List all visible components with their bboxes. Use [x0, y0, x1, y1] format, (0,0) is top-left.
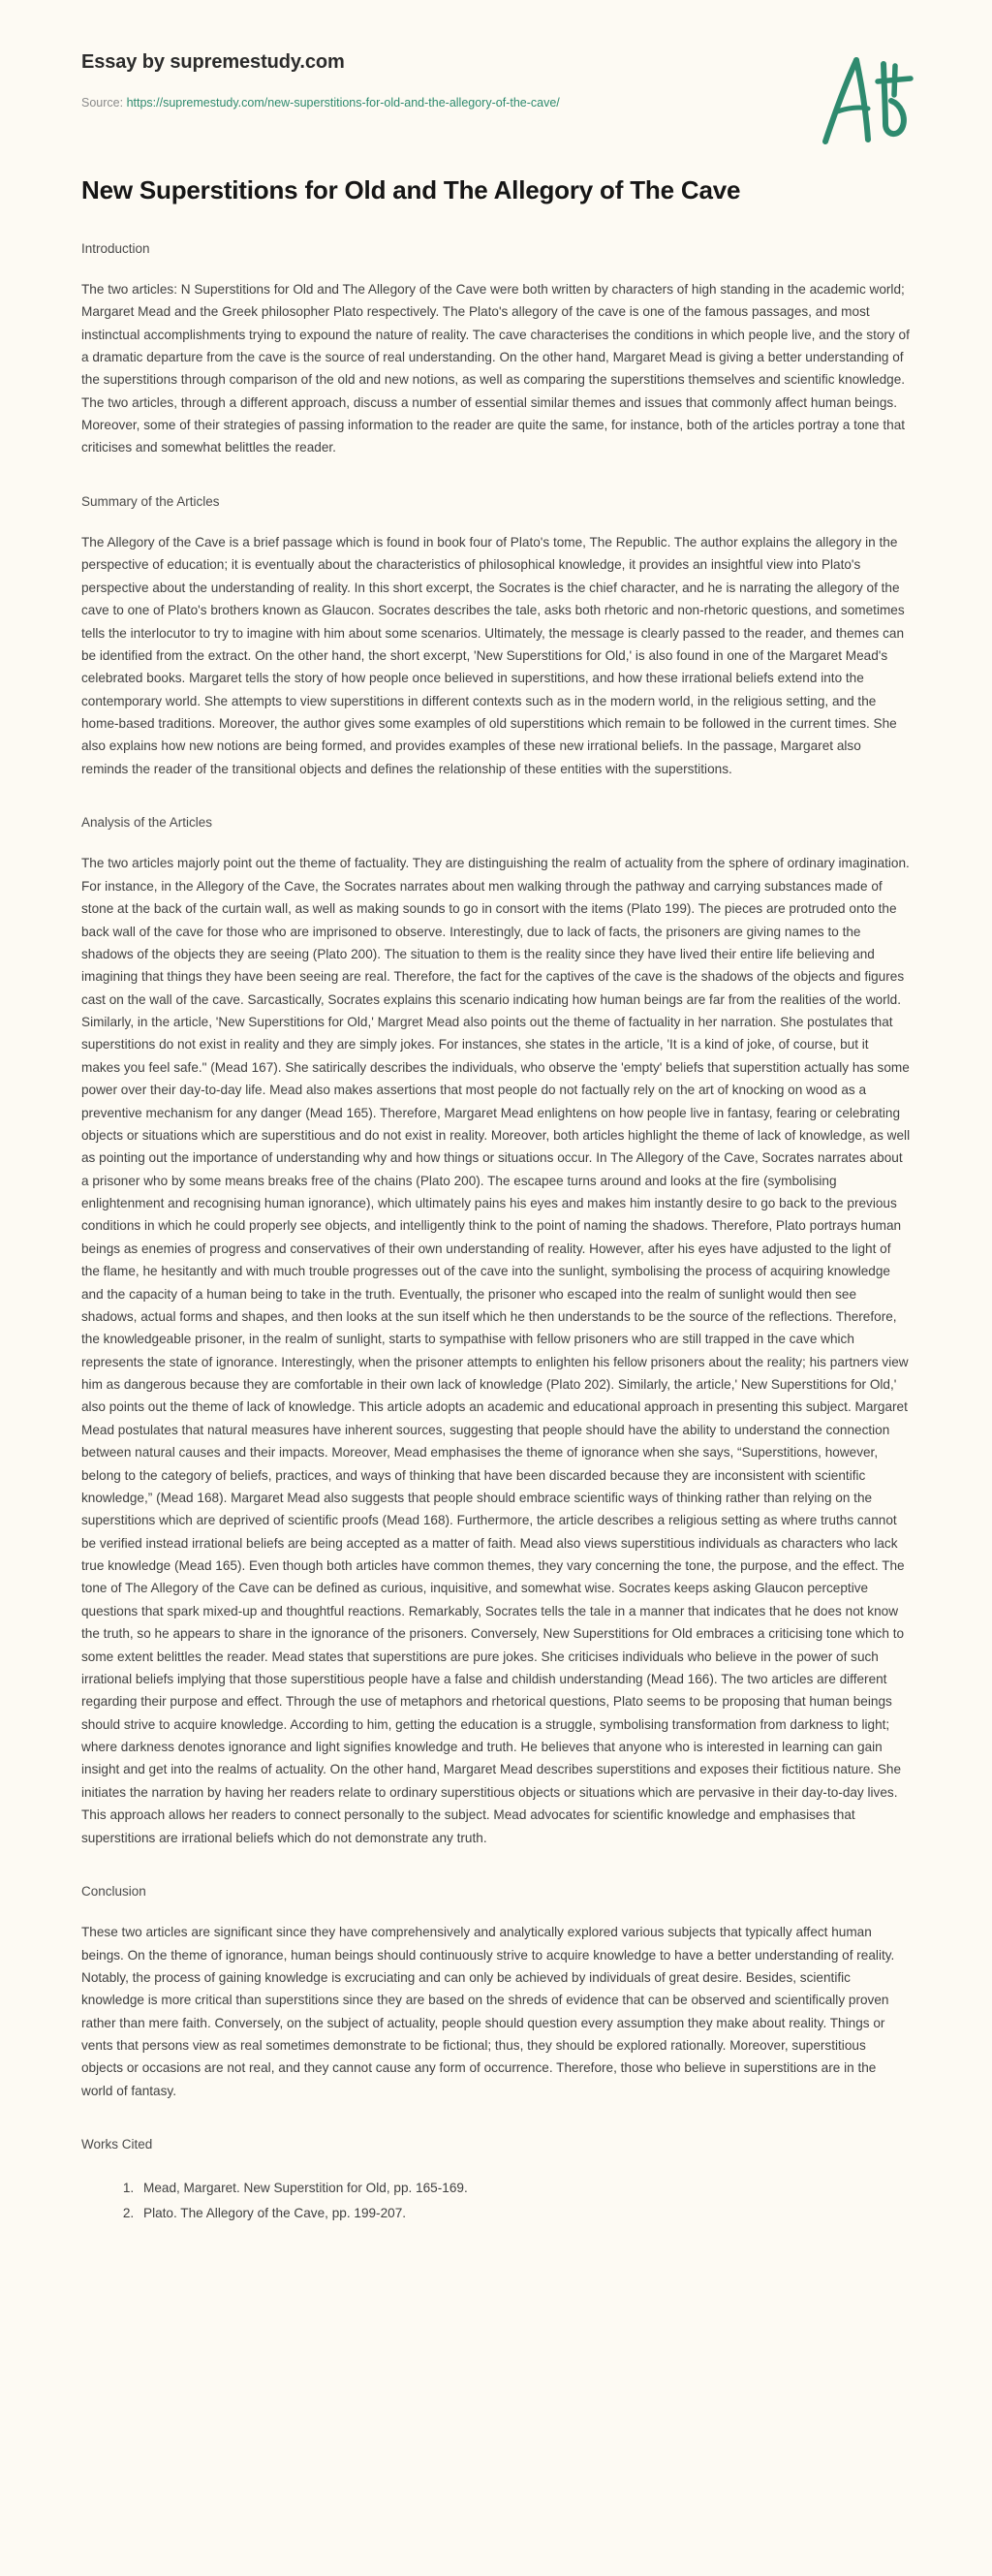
brand-title: Essay by supremestudy.com: [81, 51, 345, 73]
heading-summary: Summary of the Articles: [81, 493, 220, 509]
heading-works-cited: Works Cited: [81, 2137, 153, 2152]
works-cited-list: [81, 2176, 911, 2226]
paragraph-analysis: The two articles majorly point out the theme of factuality. They are distinguishing the realm of actuality from the sphere of ordinary imagination. For instance, in the Allegory of the Cave, the Socrates narrates about men walking through the pathway and carrying substances made of stone at the back of the curtain wall, as well as making sounds to go in consort with the items (Plato 199). The pieces are protruded onto the back wall of the cave for those who are imprisoned to observe. Interestingly, due to lack of facts, the prisoners are giving names to the shadows of the objects they are seeing (Plato 200). The situation to them is the reality since they have lived their entire life believing and imagining that things they have been seeing are real. Therefore, the fact for the captives of the cave is the shadows of the objects and figures cast on the wall of the cave. Sarcastically, Socrates explains this scenario indicating how human beings are far from the realities of the world. Similarly, in the article, 'New Superstitions for Old,' Margret Mead also points out the theme of factuality in her narration. She postulates that superstitions do not exist in reality and they are simply jokes. For instances, she states in the article, 'It is a kind of joke, of course, but it makes you feel safe." (Mead 167). She satirically describes the individuals, who observe the 'empty' beliefs that superstition actually has some power over their day-to-day life. Mead also makes assertions that most people do not factually rely on the art of knocking on wood as a preventive mechanism for any danger (Mead 165). Therefore, Margaret Mead enlightens on how people live in fantasy, fearing or celebrating objects or situations which are superstitious and do not exist in reality. Moreover, both articles highlight the theme of lack of knowledge, as well as pointing out the importance of understanding why and how things or situations occur. In The Allegory of the Cave, Socrates narrates about a prisoner who by some means breaks free of the chains (Plato 200). The escapee turns around and looks at the fire (symbolising enlightenment and recognising human ignorance), which ultimately pains his eyes and makes him instantly desire to go back to the previous conditions in which he could properly see objects, and intelligently think to the point of naming the shadows. Therefore, Plato portrays human beings as enemies of progress and conservatives of their own understanding of reality. However, after his eyes have adjusted to the light of the flame, he hesitantly and with much trouble progresses out of the cave into the sunlight, symbolising the process of acquiring knowledge and the capacity of a human being to take in the truth. Eventually, the prisoner who escaped into the realm of sunlight would then see shadows, actual forms and shapes, and then looks at the sun itself which he then understands to be the source of the reflections. Therefore, the knowledgeable prisoner, in the realm of sunlight, starts to sympathise with fellow prisoners who are still trapped in the cave which represents the state of ignorance. Interestingly, when the prisoner attempts to enlighten his fellow prisoners about the reality; his partners view him as dangerous because they are comfortable in their own lack of knowledge (Plato 202). Similarly, the article,' New Superstitions for Old,' also points out the theme of lack of knowledge. This article adopts an academic and educational approach in presenting this subject. Margaret Mead postulates that natural measures have inherent sources, suggesting that people should have the ability to understand the connection between natural causes and their impacts. Moreover, Mead emphasises the theme of ignorance when she says, “Superstitions, however, belong to the category of beliefs, practices, and ways of thinking that have been discarded because they are inconsistent with scientific knowledge,” (Mead 168). Margaret Mead also suggests that people should embrace scientific ways of thinking rather than relying on the superstitions which are deprived of scientific proofs (Mead 168). Furthermore, the article describes a religious setting as where truths cannot be verified instead irrational beliefs are being accepted as a matter of faith. Mead also views superstitious individuals as characters who lack true knowledge (Mead 165). Even though both articles have common themes, they vary concerning the tone, the purpose, and the effect. The tone of The Allegory of the Cave can be defined as curious, inquisitive, and somewhat wise. Socrates keeps asking Glaucon perceptive questions that spark mixed-up and thoughtful reactions. Remarkably, Socrates tells the tale in a manner that indicates that he does not know the truth, so he appears to share in the ignorance of the prisoners. Conversely, New Superstitions for Old embraces a criticising tone which to some extent belittles the reader. Mead states that superstitions are pure jokes. She criticises individuals who believe in the power of such irrational beliefs implying that those superstitious people have a false and childish understanding (Mead 166). The two articles are different regarding their purpose and effect. Through the use of metaphors and rhetorical questions, Plato seems to be proposing that human beings should strive to acquire knowledge. According to him, getting the education is a struggle, symbolising transformation from darkness to light; where darkness denotes ignorance and light signifies knowledge and truth. He believes that anyone who is interested in learning can gain insight and get into the realms of actuality. On the other hand, Margaret Mead describes superstitions and exposes their fictitious nature. She initiates the narration by having her readers relate to ordinary superstitious objects or situations which are pervasive in their day-to-day lives. This approach allows her readers to connect personally to the subject. Mead advocates for scientific knowledge and emphasises that superstitions are irrational beliefs which do not demonstrate any truth.: [81, 856, 911, 1845]
paragraph-summary: The Allegory of the Cave is a brief passage which is found in book four of Plato's tome, The Republic. The author explains the allegory in the perspective of education; it is eventually about the characteristics of philosophical knowledge, it provides an insightful view into Plato's perspective about the understanding of reality. In this short excerpt, the Socrates is the chief character, and he is narrating the allegory of the cave to one of Plato's brothers known as Glaucon. Socrates describes the tale, asks both rhetoric and non-rhetoric questions, and sometimes tells the interlocutor to try to imagine with him about some scenarios. Ultimately, the message is clearly passed to the reader, and themes can be identified from the extract. On the other hand, the short excerpt, 'New Superstitions for Old,' is also found in one of the Margaret Mead's celebrated books. Margaret tells the story of how people once believed in superstitions, and how these irrational beliefs extend into the contemporary world. She attempts to view superstitions in different contexts such as in the modern world, in the religious setting, and the home-based traditions. Moreover, the author gives some examples of old superstitions which remain to be followed in the current times. She also explains how new notions are being formed, and provides examples of these new irrational beliefs. In the passage, Margaret also reminds the reader of the transitional objects and defines the relationship of these entities with the superstitions.: [81, 535, 905, 776]
paragraph-conclusion: These two articles are significant since they have comprehensively and analytically explored various subjects that typically affect human beings. On the theme of ignorance, human beings should continuously strive to acquire knowledge to have a better understanding of reality. Notably, the process of gaining knowledge is excruciating and can only be achieved by individuals of great desire. Besides, scientific knowledge is more critical than superstitions since they are based on the shreds of evidence that can be observed and scientifically proven rather than mere faith. Conversely, on the subject of actuality, people should question every assumption they make about reality. Things or vents that persons view as real sometimes demonstrate to be fictional; thus, they should be explored rationally. Moreover, superstitious objects or occasions are not real, and they cannot cause any form of occurrence. Therefore, those who believe in superstitions are in the world of fantasy.: [81, 1925, 895, 2098]
source-line: [81, 95, 911, 110]
paragraph-introduction: The two articles: N Superstitions for Old and The Allegory of the Cave were both written by characters of high standing in the academic world; Margaret Mead and the Greek philosopher Plato respectively. The Plato's allegory of the cave is one of the famous passages, and most instinctual accomplishments trying to expound the nature of reality. The cave characterises the conditions in which people live, and the story of a dramatic departure from the cave is the source of real understanding. On the other hand, Margaret Mead is giving a better understanding of the superstitions through comparison of the old and new notions, as well as comparing the superstitions themselves and scientific knowledge. The two articles, through a different approach, discuss a number of essential similar themes and issues that commonly affect human beings. Moreover, some of their strategies of passing information to the reader are quite the same, for instance, both of the articles portray a tone that criticises and somewhat belittles the reader.: [81, 281, 910, 456]
document-body: [0, 239, 992, 2305]
bottom-spacer: [81, 2226, 911, 2265]
source-url-link[interactable]: https://supremestudy.com/new-superstitions-for-old-and-the-allegory-of-the-cave/: [126, 96, 560, 110]
list-item: 2. Plato. The Allegory of the Cave, pp. 199-207.: [138, 2201, 911, 2226]
heading-conclusion: Conclusion: [81, 1883, 146, 1899]
aplus-logo-icon: [818, 52, 924, 149]
page-header: [0, 0, 992, 121]
list-item: 1. Mead, Margaret. New Superstition for Old, pp. 165-169.: [138, 2176, 911, 2201]
source-label: Source:: [81, 96, 124, 110]
heading-analysis: Analysis of the Articles: [81, 815, 213, 831]
heading-introduction: Introduction: [81, 240, 150, 256]
page-title: New Superstitions for Old and The Allegory of The Cave: [81, 175, 741, 204]
